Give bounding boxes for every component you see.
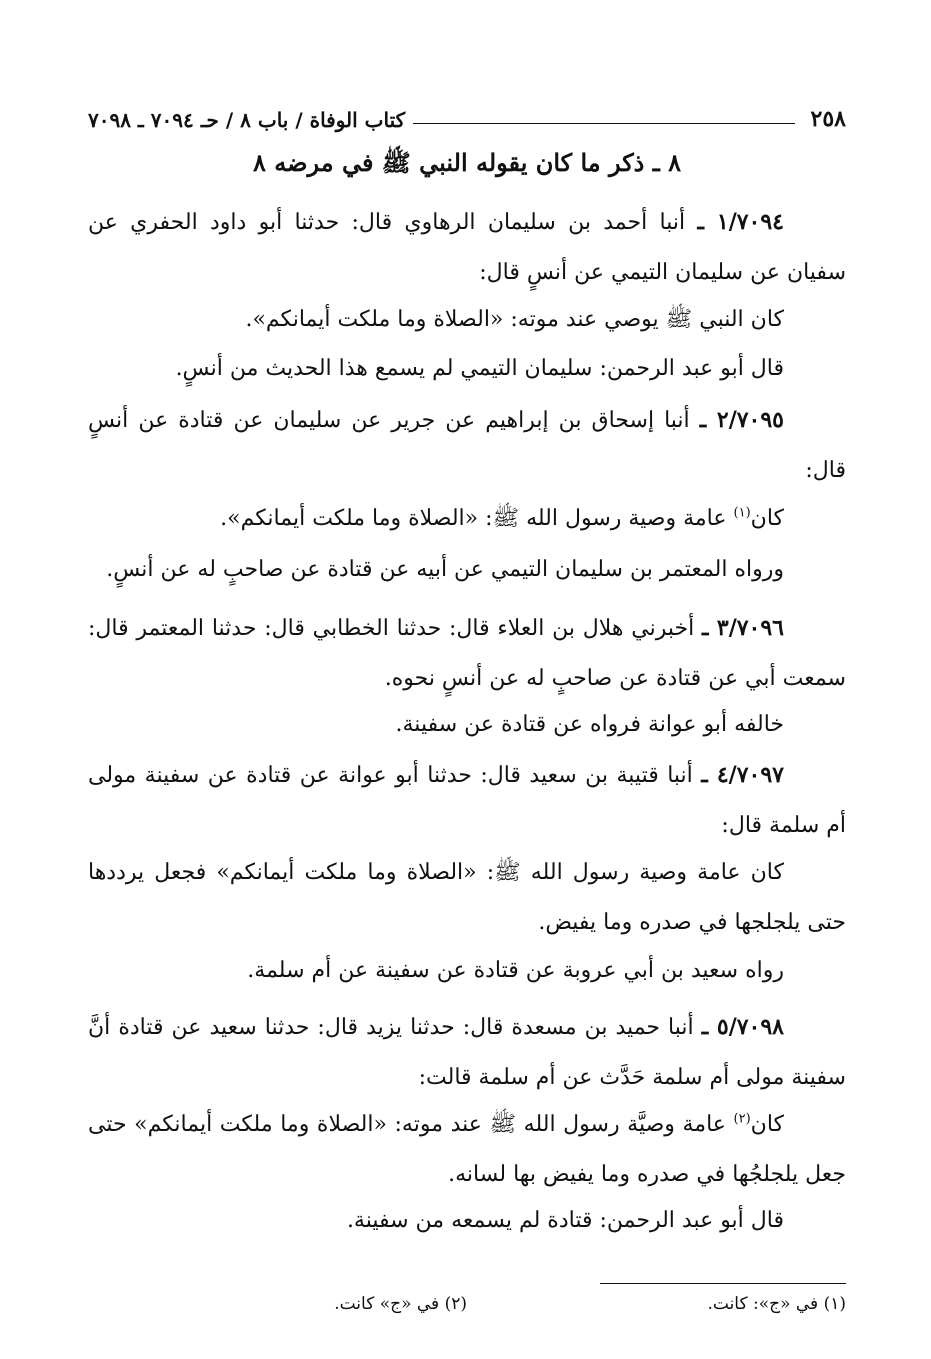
footnote: (٢) في «ج» كانت. <box>334 1294 467 1314</box>
paragraph-text: كان عامة وصية رسول الله ﷺ: «الصلاة وما ملكت أيمانكم» فجعل يرددها حتى يلجلجها في صدره وما يفيض. <box>88 860 846 935</box>
paragraph <box>88 1100 846 1200</box>
page-header <box>88 92 846 132</box>
footnote-ref: (١) <box>733 505 751 521</box>
paragraph-text-lead: كان <box>750 506 784 531</box>
paragraph-text: أنبا أحمد بن سليمان الرهاوي قال: حدثنا أبو داود الحفري عن سفيان عن سليمان التيمي عن أنسٍ قال: <box>88 210 846 285</box>
hadith-paragraph <box>88 197 846 298</box>
hadith-number: ١/٧٠٩٤ ـ <box>697 209 784 235</box>
hadith-paragraph <box>88 750 846 851</box>
paragraph-text: عامة وصية رسول الله ﷺ: «الصلاة وما ملكت أيمانكم». <box>220 506 734 531</box>
paragraph-text: أخبرني هلال بن العلاء قال: حدثنا الخطابي قال: حدثنا المعتمر قال: سمعت أبي عن قتادة عن صاحبٍ له عن أنسٍ نحوه. <box>88 616 846 691</box>
hadith-number: ٥/٧٠٩٨ ـ <box>701 1014 784 1040</box>
paragraph-text: ورواه المعتمر بن سليمان التيمي عن أبيه عن قتادة عن صاحبٍ له عن أنسٍ. <box>106 557 784 582</box>
paragraph-text: أنبا حميد بن مسعدة قال: حدثنا يزيد قال: حدثنا سعيد عن قتادة أنَّ سفينة مولى أم سلمة حَدَّث عن أم سلمة قالت: <box>88 1015 846 1090</box>
running-head: كتاب الوفاة / باب ٨ / حـ ٧٠٩٤ ـ ٧٠٩٨ <box>88 108 406 132</box>
header-rule <box>413 123 794 124</box>
paragraph <box>88 848 846 948</box>
footnotes <box>88 1294 846 1314</box>
hadith-paragraph <box>88 1002 846 1103</box>
page-number: ٢٥٨ <box>810 106 846 132</box>
hadith-number: ٢/٧٠٩٥ ـ <box>699 407 784 433</box>
hadith-number: ٤/٧٠٩٧ ـ <box>701 762 784 788</box>
paragraph <box>88 545 846 595</box>
footnote-ref: (٢) <box>733 1111 751 1127</box>
paragraph <box>88 494 846 544</box>
paragraph <box>88 344 846 394</box>
paragraph-text: قال أبو عبد الرحمن: سليمان التيمي لم يسمع هذا الحديث من أنسٍ. <box>175 356 784 381</box>
paragraph-text: خالفه أبو عوانة فرواه عن قتادة عن سفينة. <box>395 712 784 737</box>
paragraph-text: رواه سعيد بن أبي عروبة عن قتادة عن سفينة عن أم سلمة. <box>247 958 784 983</box>
hadith-paragraph <box>88 395 846 496</box>
section-title: ٨ ـ ذكر ما كان يقوله النبي ﷺ في مرضه ٨ <box>253 148 681 177</box>
hadith-number: ٣/٧٠٩٦ ـ <box>701 615 784 641</box>
paragraph-text: كان النبي ﷺ يوصي عند موته: «الصلاة وما ملكت أيمانكم». <box>245 307 784 332</box>
paragraph-text: عامة وصيَّة رسول الله ﷺ عند موته: «الصلاة وما ملكت أيمانكم» حتى جعل يلجلجُها في صدره وما يفيض بها لسانه. <box>88 1112 846 1187</box>
hadith-paragraph <box>88 603 846 704</box>
paragraph-text: أنبا إسحاق بن إبراهيم عن جرير عن سليمان عن قتادة عن أنسٍ قال: <box>88 408 846 483</box>
paragraph-text-lead: كان <box>750 1112 784 1137</box>
paragraph <box>88 700 846 750</box>
paragraph <box>88 1196 846 1246</box>
paragraph <box>88 946 846 996</box>
paragraph <box>88 295 846 345</box>
paragraph-text: أنبا قتيبة بن سعيد قال: حدثنا أبو عوانة عن قتادة عن سفينة مولى أم سلمة قال: <box>88 763 846 838</box>
footnote: (١) في «ج»: كانت. <box>707 1294 846 1314</box>
footnote-rule <box>600 1283 846 1284</box>
paragraph-text: قال أبو عبد الرحمن: قتادة لم يسمعه من سفينة. <box>346 1208 784 1233</box>
